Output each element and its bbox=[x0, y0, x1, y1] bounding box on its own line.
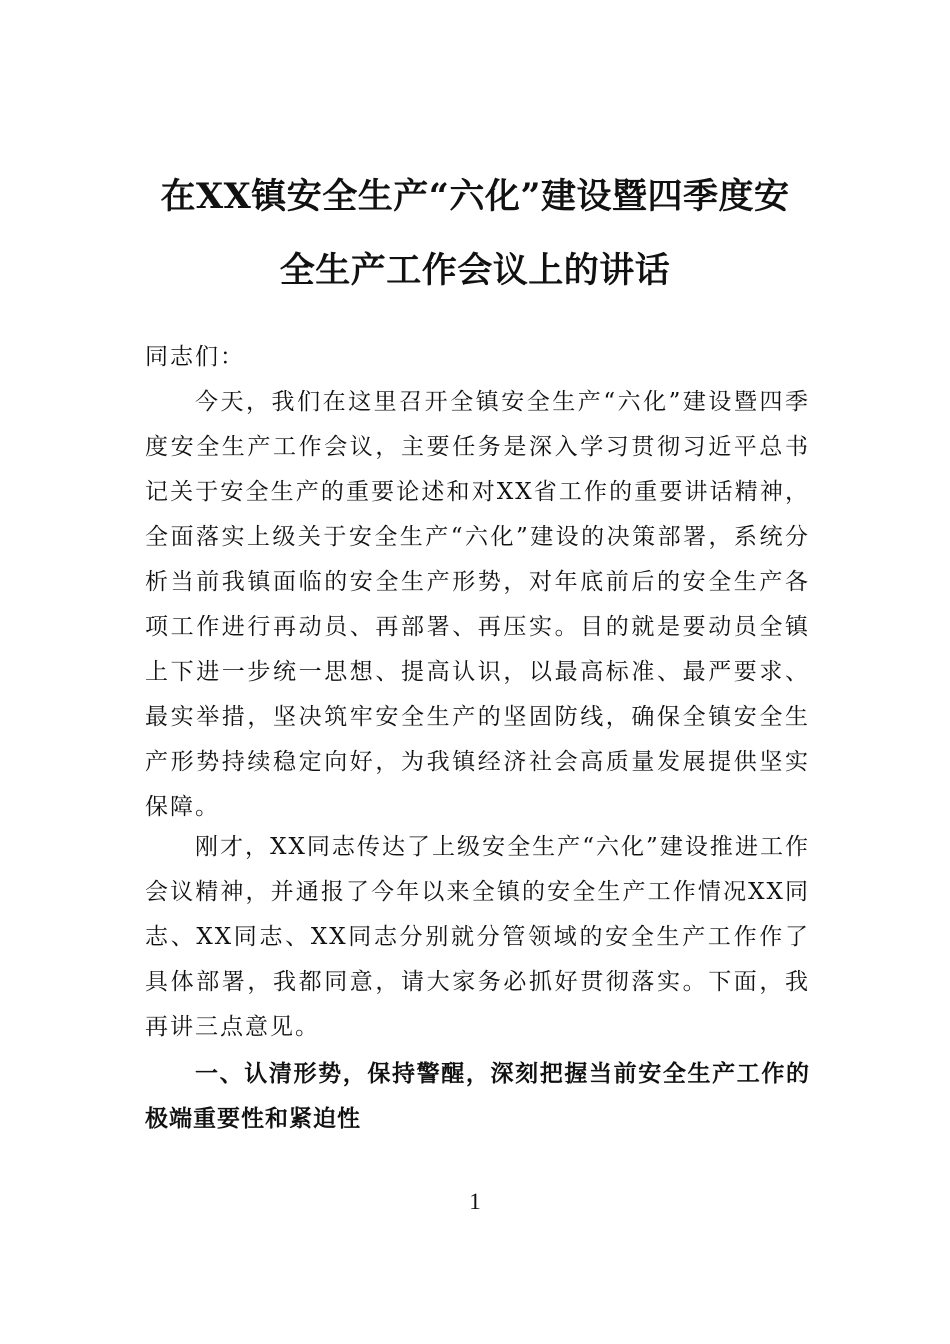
document-title bbox=[130, 160, 820, 308]
section-heading-1: 一、认清形势，保持警醒，深刻把握当前安全生产工作的极端重要性和紧迫性 bbox=[145, 1061, 810, 1132]
salutation: 同志们： bbox=[145, 344, 245, 370]
paragraph-opening: 今天，我们在这里召开全镇安全生产“六化”建设暨四季度安全生产工作会议，主要任务是深入学习贯彻习近平总书记关于安全生产的重要论述和对XX省工作的重要讲话精神，全面落实上级关于安全生产“六化”建设的决策部署，系统分析当前我镇面临的安全生产形势，对年底前后的安全生产各项工作进行再动员、再部署、再压实。目的就是要动员全镇上下进一步统一思想、提高认识，以最高标准、最严要求、最实举措，坚决筑牢安全生产的坚固防线，确保全镇安全生产形势持续稳定向好，为我镇经济社会高质量发展提供坚实保障。 bbox=[145, 389, 810, 820]
paragraph-briefing: 刚才，XX同志传达了上级安全生产“六化”建设推进工作会议精神，并通报了今年以来全镇的安全生产工作情况XX同志、XX同志、XX同志分别就分管领域的安全生产工作作了具体部署，我都同意，请大家务必抓好贯彻落实。下面，我再讲三点意见。 bbox=[145, 834, 810, 1040]
page-number: 1 bbox=[469, 1189, 481, 1214]
title-line-1: 在XX镇安全生产“六化”建设暨四季度安 bbox=[160, 176, 790, 217]
title-line-2: 全生产工作会议上的讲话 bbox=[279, 250, 671, 291]
